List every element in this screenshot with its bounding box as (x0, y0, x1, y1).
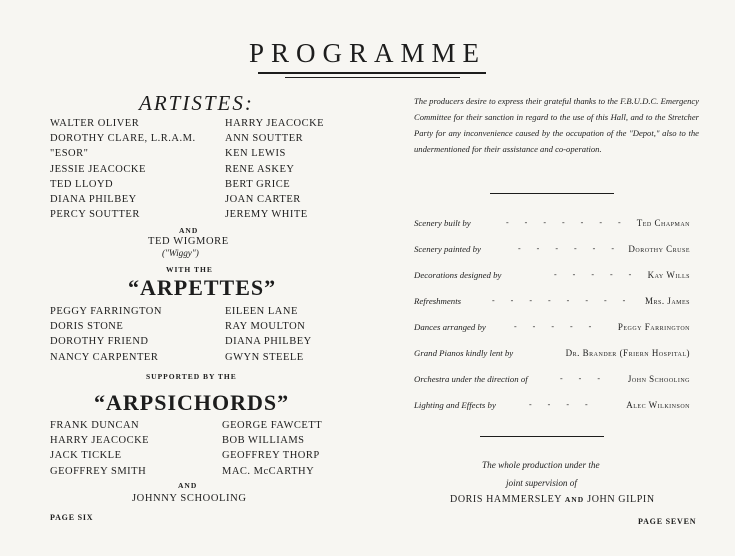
with-the-label: WITH THE (166, 265, 213, 274)
credit-role: Refreshments (414, 296, 462, 306)
artiste-name: DOROTHY CLARE, L.R.A.M. (50, 133, 196, 145)
arpsichord-name: HARRY JEACOCKE (50, 435, 150, 447)
arpsichord-name: BOB WILLIAMS (222, 435, 305, 447)
and-label: AND (179, 226, 199, 235)
arpettes-heading: “ARPETTES” (128, 275, 277, 300)
ted-wigmore: TED WIGMORE (148, 236, 229, 247)
title-rule-thin (285, 77, 460, 78)
artiste-name: ANN SOUTTER (225, 133, 304, 145)
arpette-name: NANCY CARPENTER (50, 351, 159, 363)
credit-row (414, 400, 690, 414)
wiggy-nickname: ("Wiggy") (162, 248, 199, 258)
credit-person: John Schooling (627, 374, 690, 384)
arpette-name: RAY MOULTON (225, 321, 306, 333)
supported-by-label: SUPPORTED BY THE (146, 372, 237, 381)
credit-row (414, 296, 690, 310)
arpsichord-name: FRANK DUNCAN (50, 420, 140, 431)
credit-role: Scenery built by (414, 218, 471, 228)
production-names (450, 492, 655, 507)
credit-row (414, 218, 690, 232)
arpettes-left-column (50, 304, 162, 365)
artiste-name: PERCY SOUTTER (50, 209, 140, 221)
credit-role: Grand Pianos kindly lent by (414, 348, 514, 358)
and-label-2: AND (178, 481, 198, 490)
divider-top (490, 193, 614, 194)
arpsichords-heading: “ARPSICHORDS” (94, 390, 290, 415)
artistes-right-column (225, 116, 324, 222)
credit-person: Ted Chapman (636, 218, 690, 228)
credit-row (414, 374, 690, 388)
arpette-name: DOROTHY FRIEND (50, 336, 149, 348)
artistes-heading: ARTISTES: (139, 91, 254, 115)
credit-row (414, 322, 690, 336)
page-number-right: PAGE SEVEN (638, 517, 697, 526)
arpsichord-name: GEOFFREY THORP (222, 450, 320, 462)
credit-dots: - - - - (529, 400, 595, 409)
arpette-name: DIANA PHILBEY (225, 336, 312, 348)
arpette-name: EILEEN LANE (225, 306, 298, 317)
arpette-name: PEGGY FARRINGTON (50, 306, 162, 317)
credit-row (414, 244, 690, 258)
credit-row (414, 270, 690, 284)
credit-role: Scenery painted by (414, 244, 481, 254)
artiste-name: JEREMY WHITE (225, 209, 308, 221)
credit-role: Dances arranged by (414, 322, 486, 332)
divider-bottom (480, 436, 604, 437)
artiste-name: TED LLOYD (50, 178, 114, 190)
credit-person: Dorothy Cruse (628, 244, 690, 254)
arpsichords-left-column (50, 418, 149, 479)
johnny-schooling: JOHNNY SCHOOLING (132, 493, 247, 504)
credit-person: Mrs. James (644, 296, 690, 306)
artiste-name: RENE ASKEY (225, 163, 295, 175)
arpsichords-right-column (222, 418, 322, 479)
title-rule-thick (258, 72, 486, 74)
credit-dots: - - - (560, 374, 607, 383)
arpsichord-name: GEORGE FAWCETT (222, 420, 323, 431)
credit-person: Peggy Farrington (617, 322, 690, 332)
production-line-2: joint supervision of (506, 478, 577, 488)
arpsichord-name: GEOFFREY SMITH (50, 465, 147, 477)
artiste-name: JOAN CARTER (225, 193, 301, 205)
credit-role: Orchestra under the direction of (414, 374, 528, 384)
artiste-name: DIANA PHILBEY (50, 193, 137, 205)
production-line-1: The whole production under the (482, 460, 600, 470)
arpsichord-name: JACK TICKLE (50, 450, 122, 462)
artiste-name: "ESOR" (50, 148, 89, 160)
credit-person: Alec Wilkinson (626, 400, 690, 410)
artistes-left-column (50, 116, 196, 222)
arpettes-right-column (225, 304, 312, 365)
artiste-name: WALTER OLIVER (50, 118, 140, 129)
arpette-name: DORIS STONE (50, 321, 124, 333)
credit-dots: - - - - - (514, 322, 599, 331)
artiste-name: BERT GRICE (225, 178, 291, 190)
thanks-paragraph: The producers desire to express their grateful thanks to the F.B.U.D.C. Emergency Committee for their sanction in regard to the use of this Hall, and to the Stretcher Party for any inconvenience caused by the occupation of the "Depot," also to the undermentioned for their assistance and co-operation. (414, 96, 699, 154)
credit-row (414, 348, 690, 362)
credit-dots: - - - - - - (518, 244, 621, 253)
credit-role: Decorations designed by (414, 270, 502, 280)
and-label-3: AND (564, 495, 585, 504)
credit-person: Kay Wills (647, 270, 690, 280)
producer-name-2: JOHN GILPIN (587, 494, 655, 505)
credit-dots: - - - - - - - (506, 218, 628, 227)
credit-person: Dr. Brander (Friern Hospital) (565, 348, 690, 358)
artiste-name: HARRY JEACOCKE (225, 118, 325, 129)
arpette-name: GWYN STEELE (225, 351, 304, 363)
credit-dots: - - - - - - - - (492, 296, 633, 305)
artiste-name: KEN LEWIS (225, 148, 286, 160)
credit-dots: - - - - - (554, 270, 639, 279)
page-title: PROGRAMME (248, 38, 487, 68)
page-number-left: PAGE SIX (50, 513, 94, 522)
arpsichord-name: MAC. McCARTHY (222, 465, 315, 477)
producer-name-1: DORIS HAMMERSLEY (450, 494, 562, 505)
credit-role: Lighting and Effects by (414, 400, 496, 410)
artiste-name: JESSIE JEACOCKE (50, 163, 146, 175)
